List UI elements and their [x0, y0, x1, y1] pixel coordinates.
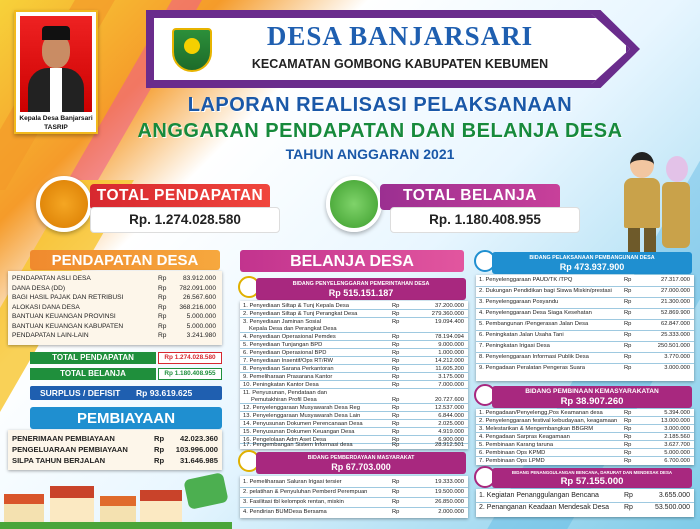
kemasyarakatan-row: 5. Pembinaan Karang taruna Rp 3.627.700 — [476, 441, 694, 449]
money-bills-icon — [183, 472, 228, 510]
pembangunan-row: 5. Pembangunan /Pengerasan Jalan Desa Rp 62.847.000 — [476, 320, 694, 331]
kemasyarakatan-title: BIDANG PEMBINAAN KEMASYARAKATAN — [525, 388, 659, 395]
pemerintahan-row: 10. Peningkatan Kantor Desa Rp 7.000.000 — [240, 381, 468, 389]
kemasyarakatan-row: 7. Pembinaan Ops LPMD Rp 6.700.000 — [479, 458, 690, 464]
pemerintahan-row: 1. Penyediaan Siltap & Tunj Kepala Desa Rp 37.200.000 — [240, 302, 468, 310]
pemerintahan-row: 4. Penyediaan Operasional Pemdes Rp 78.194.094 — [240, 333, 468, 341]
report-title-line2: ANGGARAN PENDAPATAN DAN BELANJA DESA — [137, 120, 623, 142]
pemerintahan-row: 7. Penyediaan Insentif/Ops RT/RW Rp 14.212.000 — [240, 357, 468, 365]
kemasyarakatan-table — [476, 409, 694, 465]
pembangunan-row: 9. Pengadaan Peralatan Pengeras Suara Rp 3.000.000 — [479, 365, 690, 371]
surplus-bar — [30, 386, 222, 400]
bencana-total: Rp 57.155.000 — [560, 476, 624, 487]
pendapatan-heading-bar — [30, 250, 220, 270]
belanja-heading-bar — [240, 250, 464, 272]
bencana-row: 1. Kegiatan Penanggulangan Bencana Rp 3.655.000 — [476, 491, 694, 503]
pembangunan-row: 1. Penyelenggaraan PAUD/TK /TPQ Rp 27.317.000 — [476, 276, 694, 287]
pemerintahan-table — [240, 301, 468, 449]
total-pendapatan-label: TOTAL PENDAPATAN — [96, 187, 264, 204]
total-belanja-amount-box — [390, 207, 580, 233]
photo-shirt — [50, 68, 62, 112]
pembangunan-row: 8. Penyelenggaraan Informasi Publik Desa Rp 3.770.000 — [476, 353, 694, 364]
kemasyarakatan-row: 6. Pembinaan Ops KPMD Rp 5.000.000 — [476, 449, 694, 457]
money-bag-icon — [36, 176, 92, 232]
kemasyarakatan-total: Rp 38.907.260 — [560, 396, 624, 407]
pemerintahan-row: 3. Penyediaan Jaminan Sosial Kepala Desa dan Perangkat Desa Rp 19.094.400 — [240, 318, 468, 333]
kemasyarakatan-row: 1. Pengadaan/Penyelengg,Pos Keamanan desa Rp 5.394.000 — [476, 409, 694, 417]
pemerintahan-row: 6. Penyediaan Operasional BPD Rp 1.000.000 — [240, 349, 468, 357]
pemberdayaan-row: 2. pelatihan & Penyuluhan Pemberd Perempuan Rp 19.500.000 — [240, 488, 468, 498]
pembangunan-title: BIDANG PELAKSANAAN PEMBANGUNAN DESA — [529, 255, 655, 261]
pembiayaan-table: PENERIMAAN PEMBIAYAAN Rp 42.023.360 PENGELUARAAN PEMBIAYAAN Rp 103.996.000 SILPA TAHUN BERJALAN Rp 31.646.985 — [8, 430, 222, 470]
pemberdayaan-row: 1. Pemeliharaan Saluran Irigasi tersier Rp 19.333.000 — [240, 478, 468, 488]
total-pendapatan-summary-value-box: Rp 1.274.028.580 — [158, 352, 222, 364]
total-pendapatan-amount: Rp. 1.274.028.580 — [129, 212, 241, 227]
shopping-cart-icon — [326, 176, 382, 232]
pendapatan-table: PENDAPATAN ASLI DESA Rp 83.912.000 DANA DESA (DD) Rp 782.091.000 BAGI HASIL PAJAK DAN RETRIBUSI Rp 26.567.600 ALOKASI DANA DESA Rp 368.216.000 BANTUAN KEUANGAN PROVINSI Rp 5.000.000 BANTUAN KEUANGAN KABUPATEN Rp 5.000.000 PENDAPATAN LAIN-LAIN Rp 3.241.980 — [8, 271, 222, 345]
pembangunan-row: 3. Penyelenggaraan Posyandu Rp 21.300.000 — [476, 298, 694, 309]
pembangunan-row: 2. Dukungan Pendidikan bagi Siswa Miskin/prestasi Rp 27.000.000 — [476, 287, 694, 298]
pembiayaan-heading: PEMBIAYAAN — [76, 410, 176, 427]
cartoon-officials-illustration — [596, 146, 692, 256]
photo-cap — [42, 26, 70, 40]
pemerintahan-row: 15. Penyusunan Dokumen Keuangan Desa Rp 4.919.000 — [240, 428, 468, 436]
pemerintahan-row: 17. Pengembangan Sistem Informasi desa Rp 28.912.501 — [243, 442, 464, 448]
pemerintahan-row: 16. Pengelolaan Adm Aset Desa Rp 6.900.000 — [240, 436, 468, 444]
pembangunan-head — [492, 252, 692, 274]
pembangunan-row: 4. Penyelenggaraan Desa Siaga Kesehatan Rp 52.869.900 — [476, 309, 694, 320]
pemerintahan-total: Rp 515.151.187 — [328, 288, 394, 298]
pemberdayaan-title: BIDANG PEMBERDAYAAN MASYARAKAT — [307, 455, 415, 461]
surplus-value: Rp 93.619.625 — [136, 388, 193, 398]
village-head-photo-card — [14, 10, 98, 134]
bencana-title: BIDANG PENANGGULANGAN BENCANA, DARURAT DAN MENDESAK DESA — [511, 470, 673, 475]
total-pendapatan-amount-box — [90, 207, 280, 233]
belanja-heading: BELANJA DESA — [290, 253, 414, 270]
pemerintahan-row: 14. Penyusunan Dokumen Perencanaan Desa Rp 2.025.000 — [240, 420, 468, 428]
total-pendapatan-summary-bar: TOTAL PENDAPATAN — [30, 352, 156, 364]
pembangunan-total: Rp 473.937.900 — [559, 262, 625, 272]
cartoon-male-leg-right — [644, 228, 656, 252]
village-head-photo — [20, 16, 92, 112]
total-belanja-amount: Rp. 1.180.408.955 — [429, 212, 541, 227]
pemerintahan-row: 9. Pemeliharaan Prasarana Kantor Rp 3.175.000 — [240, 373, 468, 381]
total-belanja-summary-value-box: Rp 1.180.408.955 — [158, 368, 222, 380]
pemerintahan-row: 13. Penyelenggaraan Musyawarah Desa Lain Rp 6.844.000 — [240, 412, 468, 420]
pembangunan-table — [476, 275, 694, 381]
kemasyarakatan-row: 4. Pengadaan Sarpras Keagamaan Rp 2.185.560 — [476, 433, 694, 441]
report-year: TAHUN ANGGARAN 2021 — [285, 146, 455, 162]
village-houses-illustration — [0, 476, 232, 529]
surplus-label: SURPLUS / DEFISIT — [40, 388, 121, 398]
pembiayaan-heading-bar — [30, 407, 222, 429]
kemasyarakatan-head — [492, 386, 692, 408]
regency-emblem-icon — [172, 28, 212, 72]
pemerintahan-row: 8. Penyediaan Sarana Perkantoran Rp 11.605.200 — [240, 365, 468, 373]
pemerintahan-row: 11. Penyusunan, Pendataan dan Pemutakhiran Profil Desa Rp 20.727.600 — [240, 389, 468, 404]
report-title-line1: LAPORAN REALISASI PELAKSANAAN — [187, 94, 573, 116]
cartoon-female-uniform — [662, 182, 690, 248]
cartoon-female-head — [666, 156, 688, 182]
pemerintahan-title: BIDANG PENYELENGGARAN PEMERINTAHAN DESA — [292, 281, 430, 287]
photo-caption-name: TASRIP — [44, 124, 68, 131]
pembangunan-row: 6. Peningkatan Jalan Usaha Tani Rp 25.333.000 — [476, 331, 694, 342]
pemerintahan-row: 2. Penyediaan Siltap & Tunj Perangkat Desa Rp 279.360.000 — [240, 310, 468, 318]
village-title: DESA BANJARSARI — [266, 21, 534, 51]
district-title: KECAMATAN GOMBONG KABUPATEN KEBUMEN — [251, 57, 549, 71]
pemberdayaan-row: 4. Pendirian BUMDesa Bersama Rp 2.000.000 — [243, 509, 464, 515]
pemberdayaan-table — [240, 476, 468, 518]
kemasyarakatan-row: 3. Melestarikan & Mengembangkan BBGRM Rp 3.000.000 — [476, 425, 694, 433]
total-belanja-label: TOTAL BELANJA — [403, 187, 537, 204]
cartoon-male-leg-left — [628, 228, 640, 252]
cartoon-male-head — [630, 152, 654, 178]
photo-caption-title: Kepala Desa Banjarsari — [19, 115, 93, 122]
bencana-row: 2. Penanganan Keadaan Mendesak Desa Rp 53.500.000 — [479, 504, 690, 511]
bencana-table — [476, 489, 694, 517]
pemerintahan-head — [256, 278, 466, 300]
total-belanja-summary-bar: TOTAL BELANJA — [30, 368, 156, 380]
pemberdayaan-total: Rp 67.703.000 — [331, 462, 391, 472]
pemberdayaan-row: 3. Fasilitasi tbl kelompok rentan, miskin Rp 26.850.000 — [240, 498, 468, 508]
pembangunan-row: 7. Peningkatan Irigasi Desa Rp 250.501.000 — [476, 342, 694, 353]
pemerintahan-row: 12. Penyelenggaraan Musyawarah Desa Reg Rp 12.537.000 — [240, 404, 468, 412]
pemerintahan-row: 5. Penyediaan Tunjangan BPD Rp 9.000.000 — [240, 341, 468, 349]
kemasyarakatan-row: 2. Penyelenggaraan festival kebudayaan, keagamaan Rp 13.000.000 — [476, 417, 694, 425]
cartoon-male-uniform — [624, 178, 660, 228]
grass-strip — [0, 522, 232, 529]
pemberdayaan-head — [256, 452, 466, 474]
bencana-head — [492, 468, 692, 488]
pendapatan-heading: PENDAPATAN DESA — [51, 252, 199, 269]
